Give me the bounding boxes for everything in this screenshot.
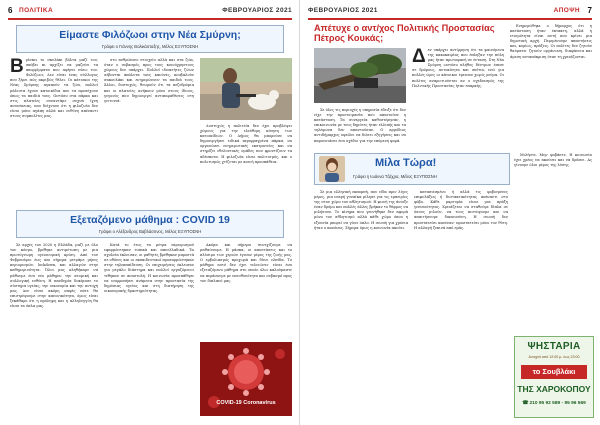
coronavirus-image — [200, 342, 292, 416]
article-column — [314, 108, 406, 148]
article-text: Κατά το έτος τα μέτρα περιορισμού εφαρμόστηκαν τοπικά και πανελλαδικά. Τα σχολεία έκλεισαν, οι μαθητές βρέθηκαν μπροστά σε οθόνες και οι εκπαιδευτικοί προσαρμόστηκαν στην τηλεκπαίδευση. Οι επιχειρήσεις έκλεισαν για μεγάλο διάστημα και πολλοί εργαζόμενοι τέθηκαν σε αναστολή. Η κοινωνία προσπάθησε να ισορροπήσει ανάμεσα στην προστασία της δημόσιας υγείας και στη διατήρηση της οικονομικής δραστηριότητας. — [104, 243, 194, 293]
article-column — [200, 124, 292, 204]
header-rule — [8, 18, 292, 20]
article-column — [200, 243, 292, 339]
article-title-box — [16, 210, 284, 238]
article-title-box — [16, 25, 284, 53]
header-rule — [308, 18, 592, 20]
issue-date: ΦΕΒΡΟΥΑΡΙΟΣ 2021 — [308, 7, 378, 14]
issue-date: ΦΕΒΡΟΥΑΡΙΟΣ 2021 — [222, 7, 292, 14]
page-number: 7 — [587, 6, 592, 15]
article-title-box — [314, 153, 510, 185]
ad-hours: Ανοιχτά από 12:00 μ. έως 23:00 — [528, 355, 580, 359]
article-text: Σε μια ελληνική εκπομπή, που είδα πριν λίγες μέρες, μια νεαρή γυναίκα μίλησε για τις εμπειρίες της στον χώρο του αθλητισμού. Η φωνή της άνοιξε έναν δρόμο και πολλές άλλες βρήκαν το θάρρος να μιλήσουν. Το κίνημα που γεννήθηκε δεν αφορά μόνο τον αθλητισμό αλλά κάθε χώρο όπου η εξουσία μπορεί να γίνει όπλο. Η σιωπή για χρόνια ήταν ο κανόνας. Σήμερα όμως η κοινωνία ακούει. — [314, 190, 408, 230]
article-text: Ακόμα και σήμερα συνεχίζουμε να μαθαίνουμε. Η μάσκα, οι αποστάσεις και το πλύσιμο των χεριών έγιναν μέρος της ζωής μας. Ο εμβολιασμός προχωρά και δίνει ελπίδα. Το μάθημα αυτό δεν έχει τελειώσει· είναι ένα εξεταζόμενο μάθημα στο οποίο όλοι καλούμαστε να περάσουμε με υπευθυνότητα και σεβασμό προς τον διπλανό μας. — [200, 243, 292, 283]
article-text: ρίσκει το σκυλάκι βόλτα μαζί του, σκύβει κι αρχίζει να μαζεύει τα απορρίμματα που αφήνει πίσω του. Φιλόζωοι; Δεν είναι ένας σύλλογος που ξέρει πώς ακριβώς θέλει. Οι κάτοικοι της Νέας Σμύρνης αγαπούν τα ζώα, πολλοί μάλιστα έχουν κατοικίδια που τα προσέχουν όπως τα παιδιά τους. Ωστόσο στα πάρκα και στις πλατείες συναντάμε συχνά ίχνη ασυνέπειας, που δείχνουν ότι η φιλοζωία δεν είναι μόνο αγάπη αλλά και ευθύνη απέναντι στους συμπολίτες μας. — [10, 58, 98, 119]
article-text: καταπιεσμένο ή αλλά τις φοβισμένες επιφυλάξεις ή διστακτικότητας απέναντι στο φόβο. Κάθε μαρτυρία είναι μια πράξη γενναιότητας. Χρειάζεται να σταθούμε δίπλα σε όσους μιλούν, να τους πιστέψουμε και να απαιτήσουμε δικαιοσύνη. Η σιωπή δεν προστατεύει κανέναν· προστατεύει μόνο τον θύτη. Η αλλαγή ξεκινά από εμάς. — [414, 190, 508, 230]
ad-title: ΨΗΣΤΑΡΙΑ — [527, 341, 581, 352]
article-column — [104, 243, 194, 415]
fallen-tree-photo — [314, 48, 406, 103]
ad-phone: ☎ 210 95 92 589 - 95 96 569 — [522, 401, 586, 406]
article-column — [104, 58, 194, 204]
section-label: ΑΠΟΨΗ — [553, 7, 580, 14]
article-text: Σε όλες τις περιοχές η υπηρεσία έδειξε ότι δεν είχε την προετοιμασία που απαιτούσε η κατάσταση. Τα συνεργεία καθυστέρησαν, η επικοινωνία με τους δημότες ήταν ελλιπής και τα τηλέφωνα δεν απαντούσαν. Ο αρμόδιος αντιδήμαρχος οφείλει να δώσει εξηγήσεις και να παρουσιάσει ένα σχέδιο για την επόμενη φορά. — [314, 108, 406, 143]
article-column — [514, 153, 592, 333]
article-text: στο ανθρώπινο στοιχείο αλλά και στα ζώα, όταν ο σεβασμός προς τους κοινόχρηστους χώρους δεν υπάρχει. Πολλοί ιδιοκτήτες ζώων σέβονται απόλυτα τους κανόνες, κουβαλούν σακουλάκι και ενημερώνουν τα παιδιά τους. Άλλοι, δυστυχώς, θεωρούν ότι τα πεζοδρόμια και οι πλατείες ανήκουν μόνο στους ίδιους, γεγονός που δημιουργεί αντιπαραθέσεις στη γειτονιά. — [104, 58, 194, 103]
article-title: Είμαστε Φιλόζωοι στην Νέα Σμύρνη; — [59, 29, 241, 41]
article-byline: Γράφει ο Αλέξανδρος Βαβλάστινος, Μέλος ΕΞΥΠΟΣΝΗ — [98, 229, 202, 234]
ad-banner: το Σουβλάκι — [521, 365, 587, 379]
article-text: Μιλήστε. Μην φοβάστε. Η κοινωνία έχει χρέος να ακούσει και να δράσει. Ας γίνουμε όλοι μέρος της λύσης. — [514, 153, 592, 168]
woman-with-dog-photo — [200, 58, 292, 120]
article-column — [10, 58, 98, 204]
drop-cap: Β — [10, 58, 24, 77]
article-column — [412, 48, 504, 148]
article-byline: Γράφει ο Γιάννης Βολικάσταξης, Μέλος ΕΞΥΠΟΣΝΗ — [101, 44, 199, 49]
image-caption: COVID-19 Coronavirus — [216, 400, 276, 406]
article-text: Ενημερώθηκε ο δήμαρχος ότι η κατάσταση ήταν έκτακτη, αλλά η ετοιμότητα είναι αυτή που κρίνει μια δημοτική αρχή. Περιμένουμε απαντήσεις και, κυρίως, πράξεις. Οι πολίτες δεν ζητούν θαύματα· ζητούν οργάνωση, διαφάνεια και άμεση ανταπόκριση όταν τη χρειάζονται. — [510, 24, 592, 59]
section-label: ΠΟΛΙΤΙΚΑ — [19, 7, 54, 14]
grill-restaurant-ad — [514, 336, 594, 418]
ad-subtitle: ΤΗΣ ΧΑΡΟΚΟΠΟΥ — [517, 384, 591, 394]
article-column — [510, 24, 592, 148]
article-text: Δυστυχώς η πολιτεία δεν έχει προβλέψει χώρους για την ελεύθερη κίνηση των κατοικίδιων. Ο Δήμος θα μπορούσε να δημιουργήσει ειδικά περιφραγμένα πάρκα, να οργανώσει ενημερωτικές εκστρατείες και να στηρίξει εθελοντικές ομάδες που φροντίζουν τα αδέσποτα. Η φιλοζωία είναι πολιτισμός, και ο πολιτισμός χτίζεται με κοινή προσπάθεια. — [200, 124, 292, 164]
article-byline: Γράφει η Ιωάννα Τζάχρα, Μέλος ΕΞΥΠΟΣΝΗ — [353, 174, 437, 179]
author-portrait — [319, 156, 345, 182]
article-column — [414, 190, 508, 416]
article-column — [314, 190, 408, 416]
article-title: Μίλα Τώρα! — [375, 157, 437, 169]
article-column — [10, 243, 98, 415]
article-title: Απέτυχε ο αντ/χος Πολιτικής Προστασίας Πέτρος Κουκάς; — [314, 23, 495, 43]
article-title: Εξεταζόμενο μάθημα : COVID 19 — [70, 214, 230, 226]
article-text: Σε αρχές του 2020 η Ελλάδα, μαζί με όλο τον κόσμο, βρέθηκε αντιμέτωπη με μια πρωτόγνωρη υγειονομική κρίση. Από τον Φεβρουάριο έως και σήμερα μετράμε μήνες περιορισμών, lockdown, και αλλαγών στην καθημερινότητα. Όλοι μας κληθήκαμε να μάθουμε ένα νέο μάθημα: την ατομική και συλλογική ευθύνη. Η πανδημία δοκίμασε το σύστημα υγείας, την οικονομία και την αντοχή μας. Δεν είναι ακόμη σαφές πότε θα επιστρέψουμε στην κανονικότητα, όμως είναι ξεκάθαρο ότι η πρόληψη και η αλληλεγγύη θα είναι τα όπλα μας. — [10, 243, 98, 309]
right-page — [300, 0, 600, 425]
article-text: εν υπάρχει αντίρρηση ότι τα φαινόμενα της κακοκαιρίας που έπληξαν την πόλη μας ήταν πρωτοφανή σε ένταση. Στη Νέα Σμύρνη ωστόσο πλήθος δέντρων έπεσε σε δρόμους, αυτοκίνητα και σπίτια, ενώ για πολλές ώρες οι κάτοικοι έμειναν χωρίς ρεύμα. Οι πολίτες αναρωτιούνται αν ο σχεδιασμός της Πολιτικής Προστασίας ήταν επαρκής. — [412, 48, 504, 88]
drop-cap: Δ — [412, 48, 426, 67]
page-number: 6 — [8, 6, 13, 15]
